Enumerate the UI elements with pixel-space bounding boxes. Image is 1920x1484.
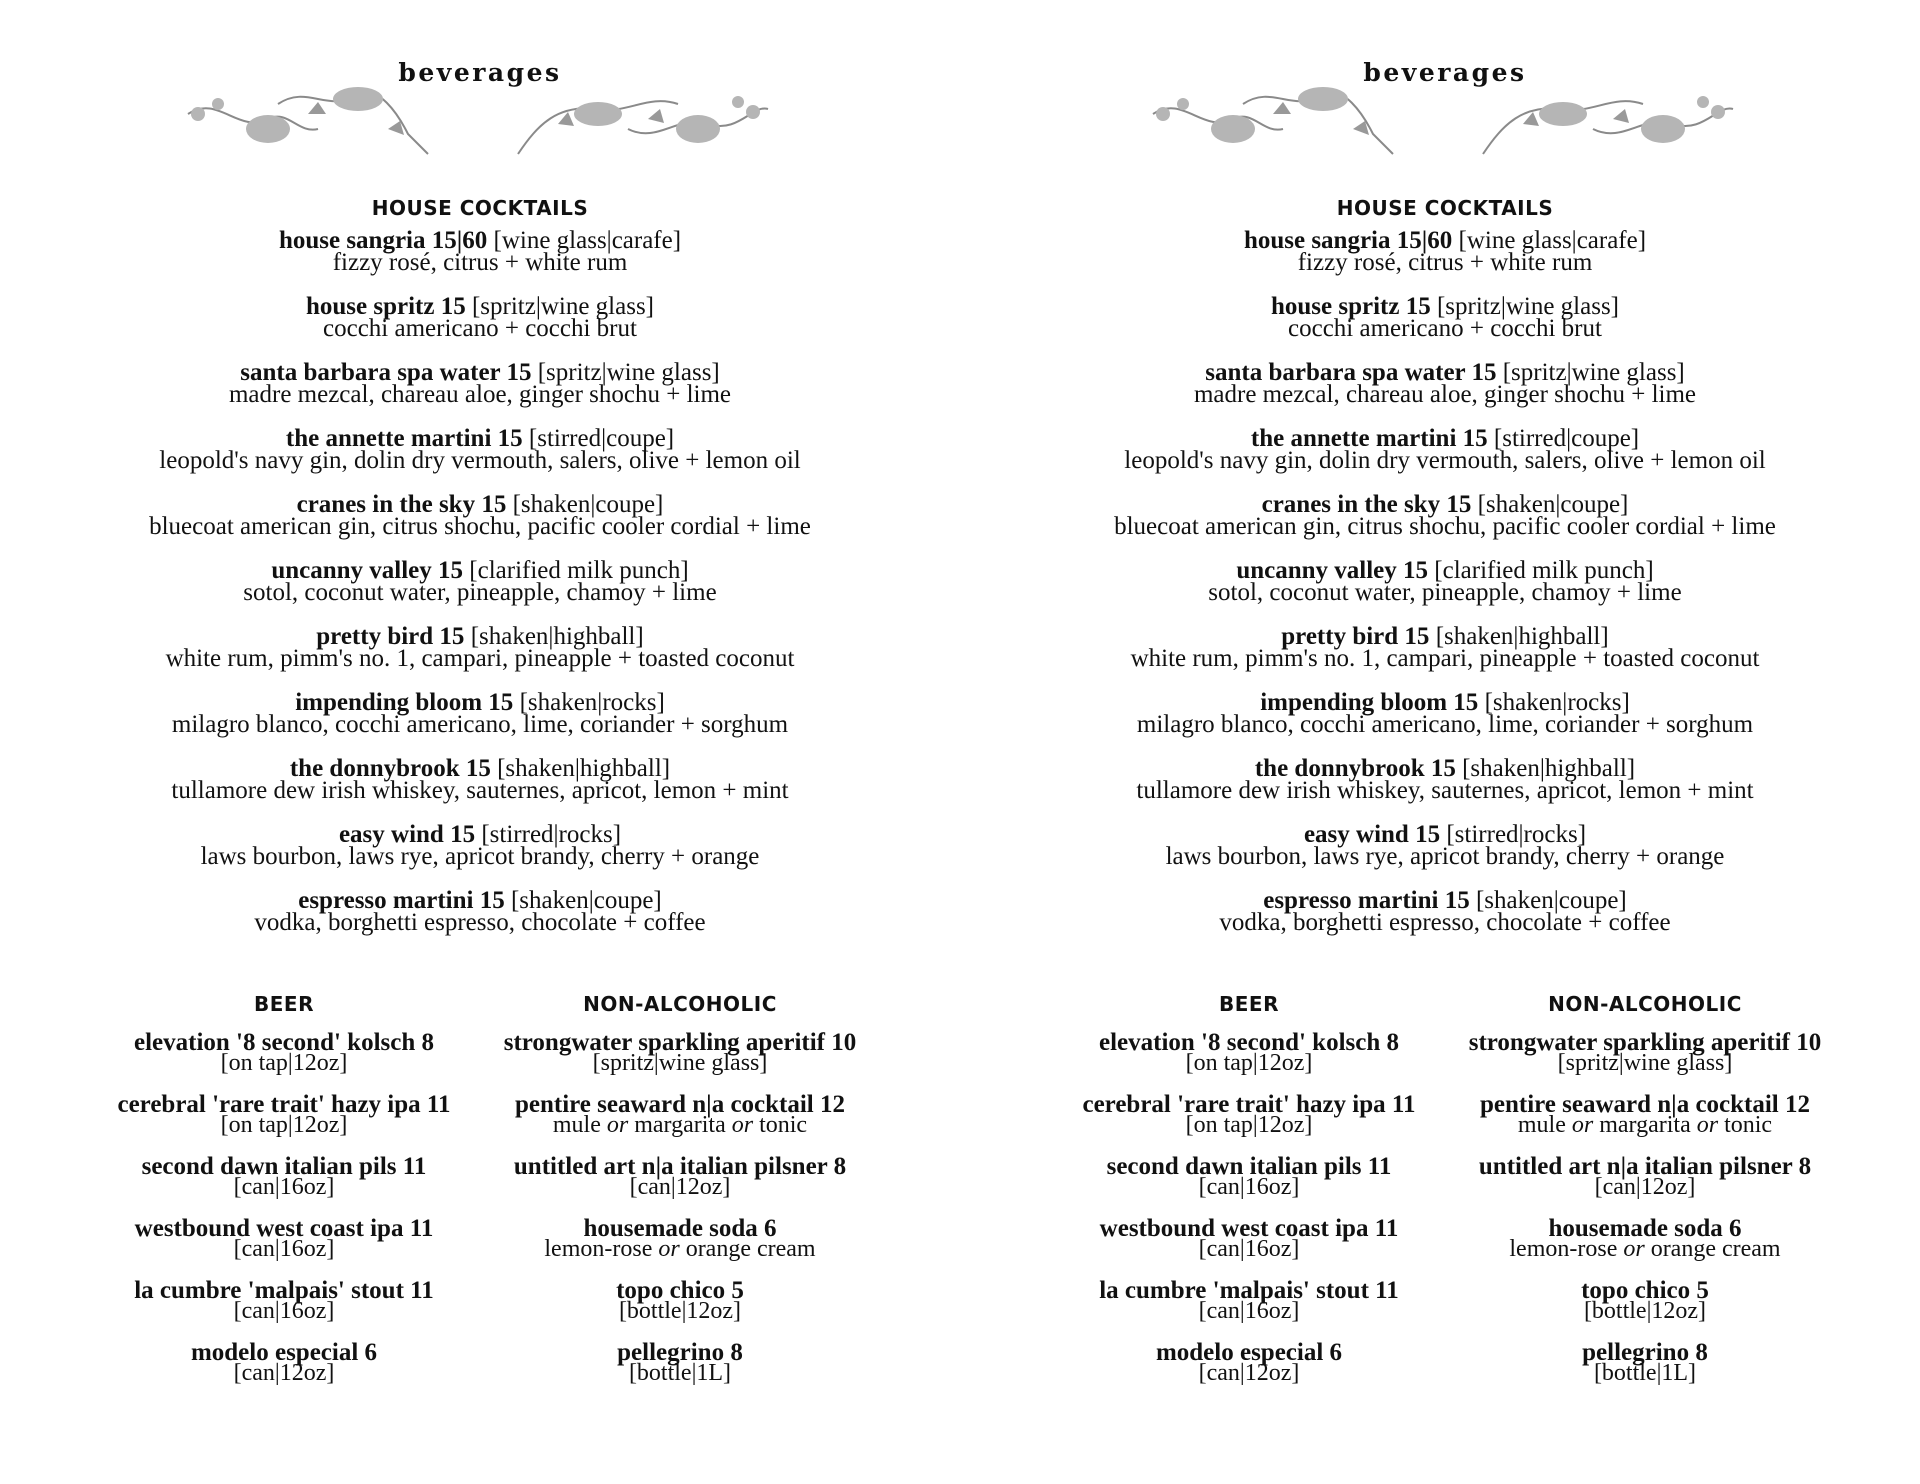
cocktail-name: house sangria 15|60 <box>1243 227 1453 254</box>
list-item <box>965 887 1920 956</box>
non-alcoholic-column <box>430 992 930 1404</box>
cocktail-style: [shaken|coupe] <box>1469 887 1627 914</box>
drink-desc: mule or margarita or tonic <box>552 1112 808 1138</box>
beer-desc: [can|16oz] <box>1198 1174 1300 1200</box>
cocktail-desc: sotol, coconut water, pineapple, chamoy + lime <box>1208 579 1682 606</box>
beer-name: cerebral 'rare trait' hazy ipa 11 <box>1082 1091 1416 1118</box>
list-item <box>430 1277 930 1342</box>
list-item <box>965 359 1920 428</box>
cocktail-style: [spritz|wine glass] <box>1496 359 1685 386</box>
drink-desc: mule or margarita or tonic <box>1517 1112 1773 1138</box>
cocktail-desc: cocchi americano + cocchi brut <box>323 315 637 342</box>
beer-name: modelo especial 6 <box>1155 1339 1343 1366</box>
cocktail-name: the donnybrook 15 <box>289 755 491 782</box>
beer-desc: [can|12oz] <box>233 1360 335 1386</box>
drink-desc: [bottle|12oz] <box>618 1298 742 1324</box>
beer-title: BEER <box>254 992 314 1016</box>
list-item <box>430 1029 930 1094</box>
list-item <box>430 1153 930 1218</box>
list-item <box>0 689 960 758</box>
list-item <box>0 557 960 626</box>
house-cocktails-title: HOUSE COCKTAILS <box>1336 196 1554 220</box>
beer-name: elevation '8 second' kolsch 8 <box>1098 1029 1399 1056</box>
list-item <box>0 227 960 296</box>
list-item <box>965 623 1920 692</box>
beer-name: second dawn italian pils 11 <box>141 1153 427 1180</box>
list-item <box>430 1339 930 1404</box>
cocktail-desc: fizzy rosé, citrus + white rum <box>1297 249 1593 276</box>
cocktail-desc: vodka, borghetti espresso, chocolate + coffee <box>254 909 706 936</box>
cocktail-desc: white rum, pimm's no. 1, campari, pineapple + toasted coconut <box>1130 645 1760 672</box>
cocktail-desc: madre mezcal, chareau aloe, ginger shochu + lime <box>228 381 732 408</box>
cocktail-desc: tullamore dew irish whiskey, sauternes, apricot, lemon + mint <box>171 777 789 804</box>
cocktail-style: [stirred|rocks] <box>1440 821 1587 848</box>
list-item <box>1395 1277 1895 1342</box>
cocktail-desc: vodka, borghetti espresso, chocolate + coffee <box>1219 909 1671 936</box>
beer-desc: [can|16oz] <box>233 1236 335 1262</box>
cocktail-list <box>965 227 1920 956</box>
drink-name: topo chico 5 <box>1581 1277 1709 1304</box>
drink-name: housemade soda 6 <box>583 1215 777 1242</box>
cocktail-name: uncanny valley 15 <box>1236 557 1429 584</box>
list-item <box>1395 1153 1895 1218</box>
cocktail-desc: laws bourbon, laws rye, apricot brandy, cherry + orange <box>1165 843 1725 870</box>
beer-name: westbound west coast ipa 11 <box>1099 1215 1399 1242</box>
cocktail-name: santa barbara spa water 15 <box>240 359 532 386</box>
cocktail-name: pretty bird 15 <box>316 623 465 650</box>
cocktail-desc: milagro blanco, cocchi americano, lime, coriander + sorghum <box>1136 711 1754 738</box>
list-item <box>965 557 1920 626</box>
list-item <box>1395 1339 1895 1404</box>
list-item <box>0 293 960 362</box>
cocktail-name: pretty bird 15 <box>1281 623 1430 650</box>
list-item <box>965 491 1920 560</box>
cocktail-name: easy wind 15 <box>1303 821 1441 848</box>
house-cocktails-title: HOUSE COCKTAILS <box>371 196 589 220</box>
cocktail-desc: tullamore dew irish whiskey, sauternes, apricot, lemon + mint <box>1136 777 1754 804</box>
list-item <box>965 227 1920 296</box>
cocktail-name: espresso martini 15 <box>1263 887 1470 914</box>
cocktail-name: cranes in the sky 15 <box>296 491 507 518</box>
cocktail-name: impending bloom 15 <box>295 689 514 716</box>
cocktail-desc: bluecoat american gin, citrus shochu, pacific cooler cordial + lime <box>1114 513 1776 540</box>
floral-ornament <box>178 74 778 174</box>
cocktail-desc: laws bourbon, laws rye, apricot brandy, cherry + orange <box>200 843 760 870</box>
beer-name: modelo especial 6 <box>190 1339 378 1366</box>
drink-name: pellegrino 8 <box>617 1339 743 1366</box>
beer-desc: [on tap|12oz] <box>220 1112 348 1138</box>
non-alcoholic-title: NON-ALCOHOLIC <box>583 992 777 1016</box>
drink-name: topo chico 5 <box>616 1277 744 1304</box>
floral-ornament <box>1143 74 1743 174</box>
beer-desc: [can|16oz] <box>1198 1298 1300 1324</box>
drink-name: pellegrino 8 <box>1582 1339 1708 1366</box>
beer-desc: [on tap|12oz] <box>220 1050 348 1076</box>
cocktail-desc: madre mezcal, chareau aloe, ginger shochu + lime <box>1193 381 1697 408</box>
beer-desc: [on tap|12oz] <box>1185 1112 1313 1138</box>
cocktail-style: [shaken|highball] <box>464 623 644 650</box>
cocktail-style: [shaken|rocks] <box>513 689 665 716</box>
list-item <box>965 689 1920 758</box>
list-item <box>1395 1215 1895 1280</box>
list-item <box>0 359 960 428</box>
list-item <box>965 821 1920 890</box>
cocktail-style: [wine glass|carafe] <box>487 227 682 254</box>
cocktail-style: [spritz|wine glass] <box>1430 293 1620 320</box>
drink-name: housemade soda 6 <box>1548 1215 1742 1242</box>
drink-desc: [can|12oz] <box>1594 1174 1696 1200</box>
list-item <box>0 887 960 956</box>
cocktail-desc: bluecoat american gin, citrus shochu, pacific cooler cordial + lime <box>149 513 811 540</box>
drink-desc: [bottle|1L] <box>1593 1360 1697 1386</box>
beer-name: second dawn italian pils 11 <box>1106 1153 1392 1180</box>
cocktail-desc: fizzy rosé, citrus + white rum <box>332 249 628 276</box>
non-alcoholic-title: NON-ALCOHOLIC <box>1548 992 1742 1016</box>
cocktail-name: impending bloom 15 <box>1260 689 1479 716</box>
cocktail-name: house spritz 15 <box>305 293 466 320</box>
beer-name: westbound west coast ipa 11 <box>134 1215 434 1242</box>
cocktail-style: [shaken|coupe] <box>506 491 664 518</box>
drink-name: pentire seaward n|a cocktail 12 <box>514 1091 846 1118</box>
cocktail-style: [shaken|coupe] <box>504 887 662 914</box>
list-item <box>430 1215 930 1280</box>
beer-name: cerebral 'rare trait' hazy ipa 11 <box>117 1091 451 1118</box>
cocktail-style: [stirred|coupe] <box>1487 425 1640 452</box>
cocktail-style: [wine glass|carafe] <box>1452 227 1647 254</box>
cocktail-desc: sotol, coconut water, pineapple, chamoy + lime <box>243 579 717 606</box>
drink-desc: [can|12oz] <box>629 1174 731 1200</box>
beer-desc: [can|16oz] <box>1198 1236 1300 1262</box>
cocktail-name: the annette martini 15 <box>1250 425 1488 452</box>
beer-name: la cumbre 'malpais' stout 11 <box>134 1277 434 1304</box>
cocktail-style: [clarified milk punch] <box>1428 557 1654 584</box>
drink-desc: lemon-rose or orange cream <box>544 1236 816 1262</box>
list-item <box>965 293 1920 362</box>
cocktail-name: espresso martini 15 <box>298 887 505 914</box>
cocktail-style: [spritz|wine glass] <box>531 359 720 386</box>
beer-desc: [can|16oz] <box>233 1174 335 1200</box>
drink-name: strongwater sparkling aperitif 10 <box>1468 1029 1822 1056</box>
drink-desc: [bottle|12oz] <box>1583 1298 1707 1324</box>
cocktail-desc: leopold's navy gin, dolin dry vermouth, salers, olive + lemon oil <box>1124 447 1766 474</box>
drink-desc: [spritz|wine glass] <box>592 1050 768 1076</box>
list-item <box>0 425 960 494</box>
cocktail-name: easy wind 15 <box>338 821 476 848</box>
drink-desc: [spritz|wine glass] <box>1557 1050 1733 1076</box>
cocktail-desc: milagro blanco, cocchi americano, lime, coriander + sorghum <box>171 711 789 738</box>
drink-name: untitled art n|a italian pilsner 8 <box>513 1153 847 1180</box>
beer-desc: [can|16oz] <box>233 1298 335 1324</box>
cocktail-name: santa barbara spa water 15 <box>1205 359 1497 386</box>
drink-desc: [bottle|1L] <box>628 1360 732 1386</box>
cocktail-name: house sangria 15|60 <box>278 227 488 254</box>
cocktail-name: uncanny valley 15 <box>271 557 464 584</box>
beer-title: BEER <box>1219 992 1279 1016</box>
menu-header-title: beverages <box>398 58 562 87</box>
list-item <box>965 425 1920 494</box>
cocktail-style: [shaken|highball] <box>490 755 671 782</box>
list-item <box>0 491 960 560</box>
list-item <box>1395 1029 1895 1094</box>
cocktail-name: house spritz 15 <box>1270 293 1431 320</box>
beer-name: elevation '8 second' kolsch 8 <box>133 1029 434 1056</box>
cocktail-desc: white rum, pimm's no. 1, campari, pineapple + toasted coconut <box>165 645 795 672</box>
cocktail-style: [stirred|coupe] <box>522 425 675 452</box>
list-item <box>1395 1091 1895 1156</box>
list-item <box>965 755 1920 824</box>
menu-panel-right <box>965 0 1920 1484</box>
cocktail-desc: cocchi americano + cocchi brut <box>1288 315 1602 342</box>
cocktail-desc: leopold's navy gin, dolin dry vermouth, salers, olive + lemon oil <box>159 447 801 474</box>
cocktail-style: [stirred|rocks] <box>475 821 622 848</box>
beer-name: la cumbre 'malpais' stout 11 <box>1099 1277 1399 1304</box>
drink-name: strongwater sparkling aperitif 10 <box>503 1029 857 1056</box>
list-item <box>430 1091 930 1156</box>
cocktail-style: [spritz|wine glass] <box>465 293 655 320</box>
cocktail-name: the annette martini 15 <box>285 425 523 452</box>
beer-desc: [on tap|12oz] <box>1185 1050 1313 1076</box>
cocktail-name: the donnybrook 15 <box>1254 755 1456 782</box>
cocktail-style: [shaken|coupe] <box>1471 491 1629 518</box>
beer-desc: [can|12oz] <box>1198 1360 1300 1386</box>
cocktail-list <box>0 227 960 956</box>
cocktail-style: [shaken|rocks] <box>1478 689 1630 716</box>
list-item <box>0 623 960 692</box>
cocktail-style: [clarified milk punch] <box>463 557 689 584</box>
list-item <box>0 755 960 824</box>
cocktail-name: cranes in the sky 15 <box>1261 491 1472 518</box>
drink-desc: lemon-rose or orange cream <box>1509 1236 1781 1262</box>
cocktail-style: [shaken|highball] <box>1429 623 1609 650</box>
drink-name: untitled art n|a italian pilsner 8 <box>1478 1153 1812 1180</box>
cocktail-style: [shaken|highball] <box>1455 755 1636 782</box>
menu-header-title: beverages <box>1363 58 1527 87</box>
list-item <box>0 821 960 890</box>
drink-name: pentire seaward n|a cocktail 12 <box>1479 1091 1811 1118</box>
non-alcoholic-column <box>1395 992 1895 1404</box>
